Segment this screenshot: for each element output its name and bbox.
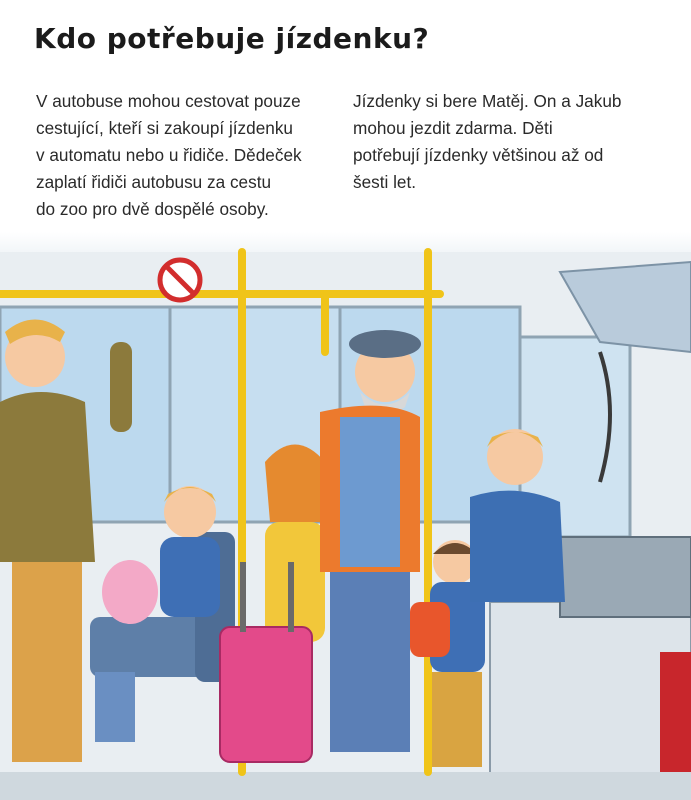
page-title: Kdo potřebuje jízdenku? [34,22,430,55]
door-red-stripe [660,652,691,792]
paragraph-line: cestující, kteří si zakoupí jízdenku [36,118,293,138]
paragraph-line: do zoo pro dvě dospělé osoby. [36,199,269,219]
bus-floor [0,772,691,800]
paragraph-line: v automatu nebo u řidiče. Dědeček [36,145,302,165]
paragraph-line: V autobuse mohou cestovat pouze [36,91,301,111]
paragraph-line: Jízdenky si bere Matěj. On a Jakub [353,91,622,111]
paragraph-line: šesti let. [353,172,417,192]
woman-passenger [265,445,325,643]
intro-paragraph-right [353,88,663,196]
paragraph-line: potřebují jízdenky většinou až od [353,145,604,165]
dashboard [560,537,691,617]
paragraph-line: mohou jezdit zdarma. Děti [353,118,553,138]
intro-paragraph-left [36,88,326,223]
no-smoking-sign [160,260,200,300]
bus-interior-illustration [0,232,691,800]
paragraph-line: zaplatí řidiči autobusu za cestu [36,172,272,192]
